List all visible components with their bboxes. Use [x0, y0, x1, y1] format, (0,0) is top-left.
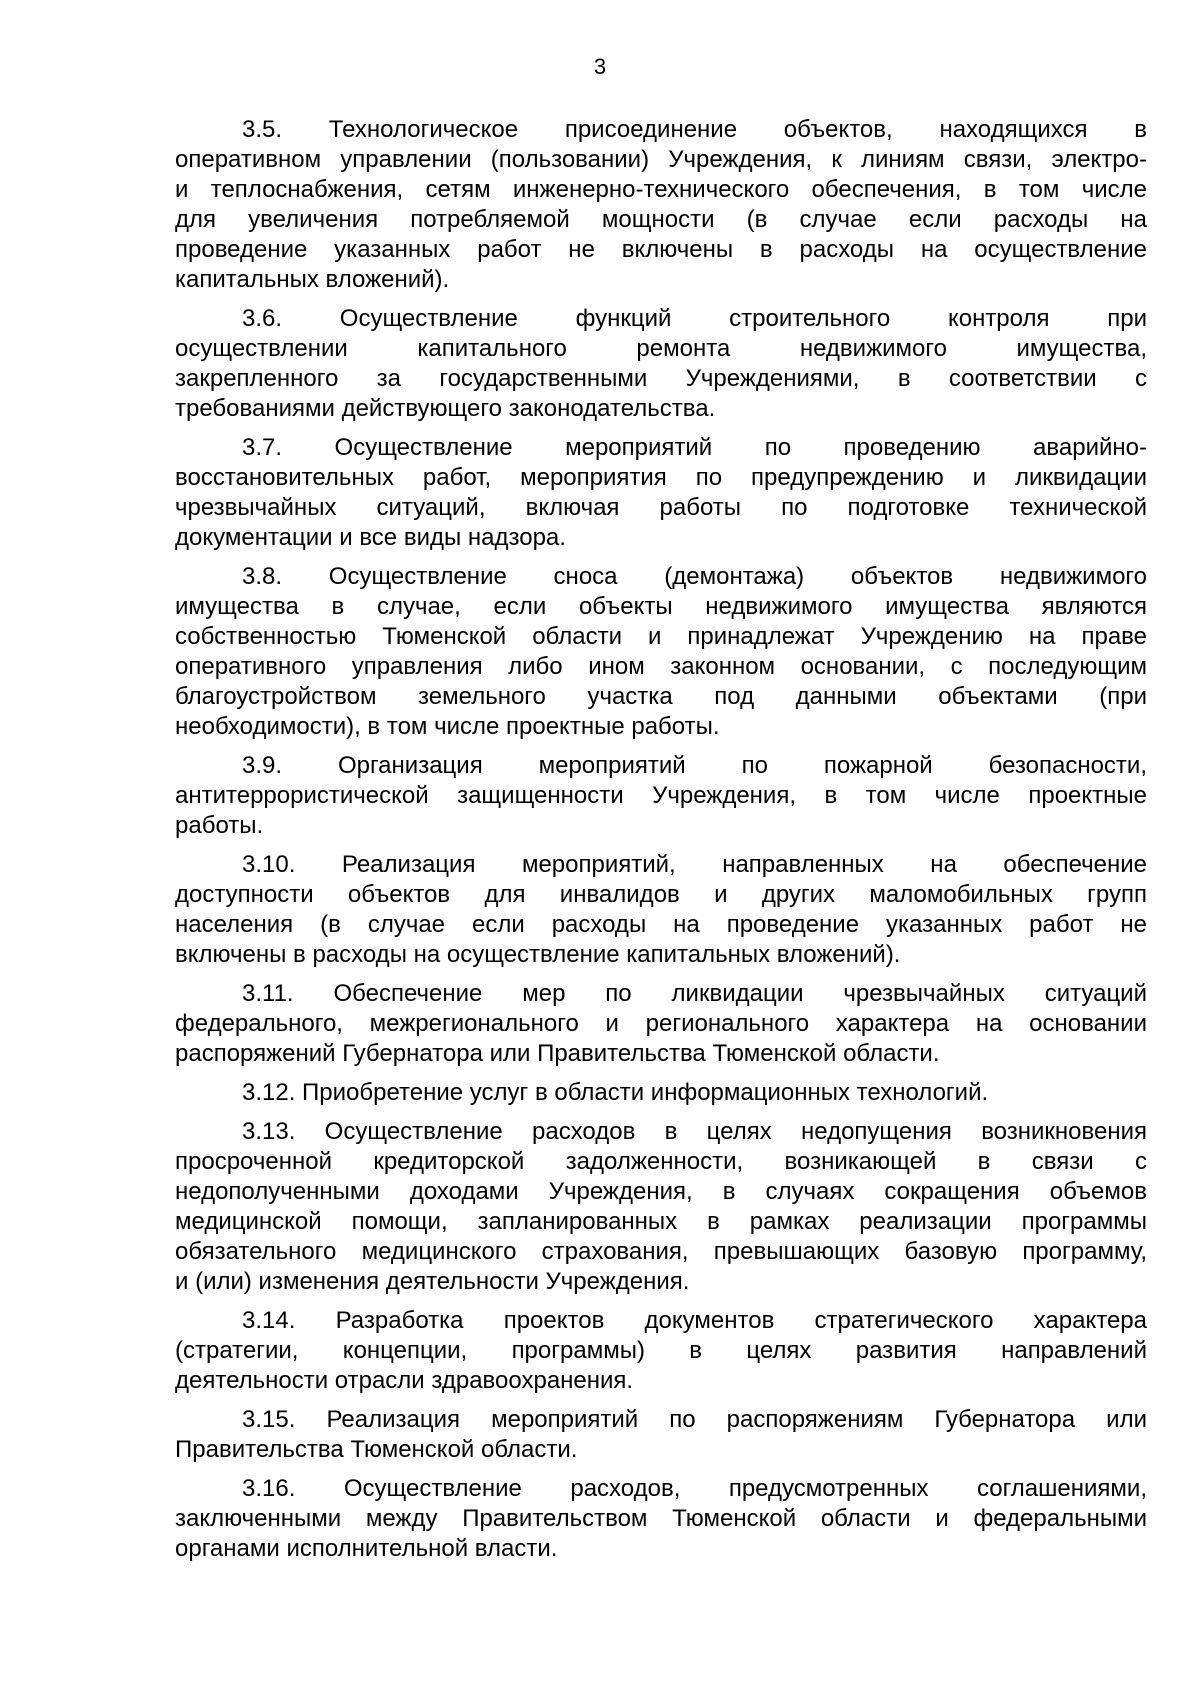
- text-line: недополученными доходами Учреждения, в случаях сокращения объемов: [175, 1178, 1147, 1205]
- text-line: просроченной кредиторской задолженности, возникающей в связи с: [175, 1148, 1147, 1175]
- paragraph-3-6: [175, 304, 1147, 424]
- text-line: 3.5. Технологическое присоединение объектов, находящихся в: [242, 116, 1147, 143]
- text-line: оперативном управлении (пользовании) Учреждения, к линиям связи, электро-: [175, 146, 1147, 173]
- text-line: населения (в случае если расходы на проведение указанных работ не: [175, 911, 1147, 938]
- text-line: (стратегии, концепции, программы) в целях развития направлений: [175, 1337, 1147, 1364]
- text-line: медицинской помощи, запланированных в рамках реализации программы: [175, 1208, 1147, 1235]
- text-line: благоустройством земельного участка под данными объектами (при: [175, 683, 1147, 710]
- text-line: 3.10. Реализация мероприятий, направленных на обеспечение: [242, 851, 1147, 878]
- text-line: собственностью Тюменской области и принадлежат Учреждению на праве: [175, 623, 1147, 650]
- text-line: 3.6. Осуществление функций строительного контроля при: [242, 305, 1147, 332]
- paragraph-3-15: [175, 1405, 1147, 1465]
- text-line: обязательного медицинского страхования, превышающих базовую программу,: [175, 1238, 1147, 1265]
- text-line: оперативного управления либо ином законном основании, с последующим: [175, 653, 1147, 680]
- text-line: 3.15. Реализация мероприятий по распоряжениям Губернатора или: [242, 1406, 1147, 1433]
- text-line: 3.16. Осуществление расходов, предусмотренных соглашениями,: [242, 1475, 1147, 1502]
- paragraph-3-11: [175, 979, 1147, 1069]
- text-line: капитальных вложений).: [175, 266, 450, 293]
- text-line: необходимости), в том числе проектные работы.: [175, 713, 720, 740]
- text-line: и теплоснабжения, сетям инженерно-технического обеспечения, в том числе: [175, 176, 1147, 203]
- paragraph-3-7: [175, 433, 1147, 553]
- text-line: закрепленного за государственными Учреждениями, в соответствии с: [175, 365, 1147, 392]
- text-line: 3.13. Осуществление расходов в целях недопущения возникновения: [242, 1118, 1147, 1145]
- text-line: антитеррористической защищенности Учреждения, в том числе проектные: [175, 782, 1147, 809]
- paragraph-3-5: [175, 115, 1147, 295]
- text-line: требованиями действующего законодательства.: [175, 395, 716, 422]
- paragraph-3-8: [175, 562, 1147, 742]
- text-line: осуществлении капитального ремонта недвижимого имущества,: [175, 335, 1147, 362]
- text-line: доступности объектов для инвалидов и других маломобильных групп: [175, 881, 1147, 908]
- text-line: 3.7. Осуществление мероприятий по проведению аварийно-: [242, 434, 1147, 461]
- paragraph-3-16: [175, 1474, 1147, 1564]
- text-line: имущества в случае, если объекты недвижимого имущества являются: [175, 593, 1147, 620]
- text-line: заключенными между Правительством Тюменской области и федеральными: [175, 1505, 1147, 1532]
- page-number: 3: [593, 54, 607, 79]
- text-line: включены в расходы на осуществление капитальных вложений).: [175, 941, 901, 968]
- text-line: 3.11. Обеспечение мер по ликвидации чрезвычайных ситуаций: [242, 980, 1147, 1007]
- paragraph-3-13: [175, 1117, 1147, 1297]
- text-line: проведение указанных работ не включены в расходы на осуществление: [175, 236, 1147, 263]
- paragraph-3-12: [175, 1078, 1147, 1108]
- text-line: и (или) изменения деятельности Учреждения.: [175, 1268, 690, 1295]
- text-line: деятельности отрасли здравоохранения.: [175, 1367, 634, 1394]
- paragraph-3-9: [175, 751, 1147, 841]
- text-line: 3.14. Разработка проектов документов стратегического характера: [242, 1307, 1147, 1334]
- text-line: 3.12. Приобретение услуг в области информационных технологий.: [242, 1079, 989, 1106]
- document-body: [175, 115, 1147, 1573]
- text-line: документации и все виды надзора.: [175, 524, 566, 551]
- paragraph-3-14: [175, 1306, 1147, 1396]
- text-line: федерального, межрегионального и регионального характера на основании: [175, 1010, 1147, 1037]
- text-line: органами исполнительной власти.: [175, 1535, 558, 1562]
- text-line: 3.9. Организация мероприятий по пожарной безопасности,: [242, 752, 1147, 779]
- text-line: работы.: [175, 812, 264, 839]
- text-line: чрезвычайных ситуаций, включая работы по подготовке технической: [175, 494, 1147, 521]
- text-line: для увеличения потребляемой мощности (в случае если расходы на: [175, 206, 1147, 233]
- paragraph-3-10: [175, 850, 1147, 970]
- text-line: восстановительных работ, мероприятия по предупреждению и ликвидации: [175, 464, 1147, 491]
- text-line: Правительства Тюменской области.: [175, 1436, 578, 1463]
- text-line: 3.8. Осуществление сноса (демонтажа) объектов недвижимого: [242, 563, 1147, 590]
- text-line: распоряжений Губернатора или Правительства Тюменской области.: [175, 1040, 940, 1067]
